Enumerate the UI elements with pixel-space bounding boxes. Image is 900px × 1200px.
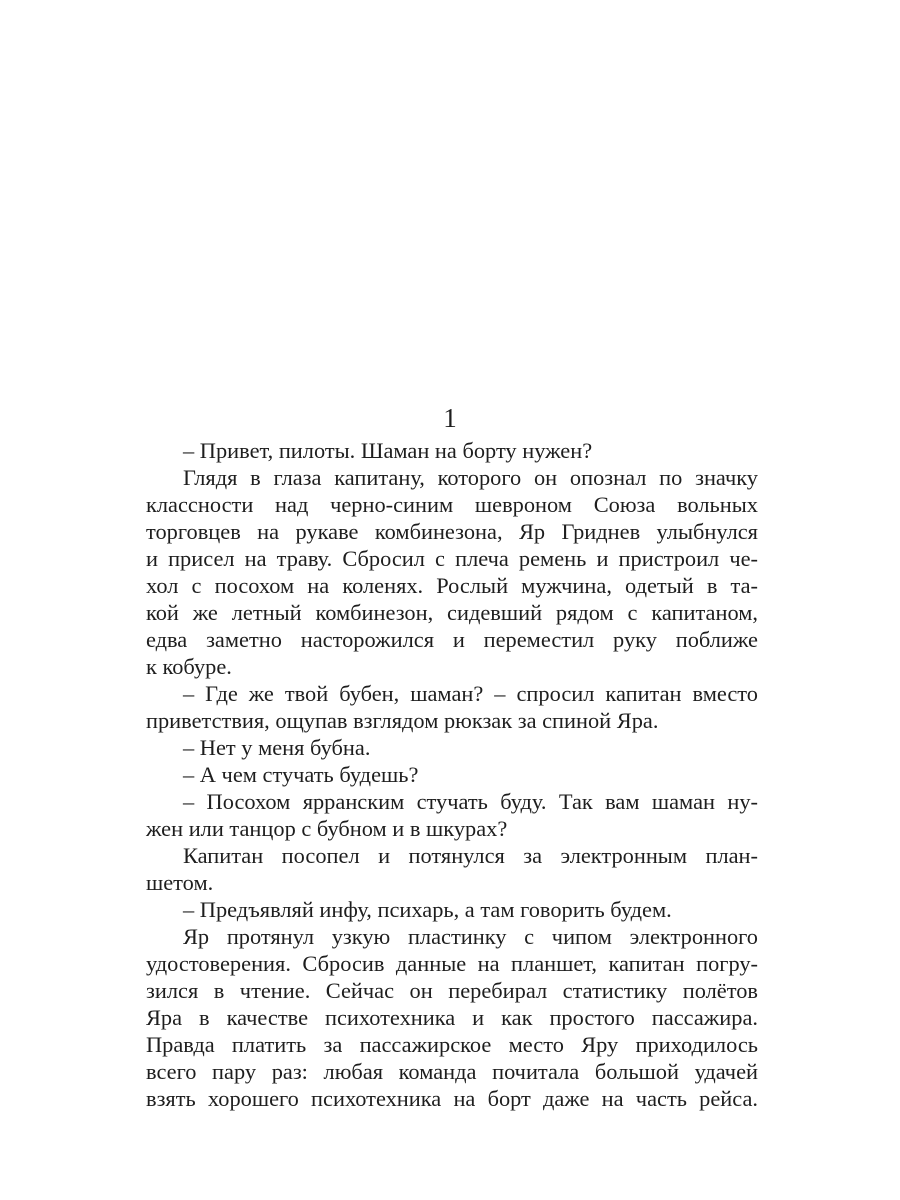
chapter-text xyxy=(146,437,758,1112)
text-line: взять хорошего психотехника на борт даже на часть рейса. xyxy=(146,1086,758,1111)
text-line: – Предъявляй инфу, психарь, а там говорить будем. xyxy=(183,897,672,922)
text-line: Капитан посопел и потянулся за электронным план- xyxy=(183,843,758,868)
text-line: классности над черно-синим шевроном Союза вольных xyxy=(146,492,758,517)
text-line: кой же летный комбинезон, сидевший рядом с капитаном, xyxy=(146,600,758,625)
text-line: жен или танцор с бубном и в шкурах? xyxy=(146,816,508,841)
text-line: – Посохом ярранским стучать буду. Так вам шаман ну- xyxy=(183,789,758,814)
text-line: удостоверения. Сбросив данные на планшет, капитан погру- xyxy=(146,951,758,976)
text-line: всего пару раз: любая команда почитала большой удачей xyxy=(146,1059,758,1084)
text-line: зился в чтение. Сейчас он перебирал статистику полётов xyxy=(146,978,758,1003)
text-line: и присел на траву. Сбросил с плеча ремень и пристроил че- xyxy=(146,546,758,571)
text-line: хол с посохом на коленях. Рослый мужчина, одетый в та- xyxy=(146,573,758,598)
text-line: – Где же твой бубен, шаман? – спросил капитан вместо xyxy=(183,681,758,706)
text-line: Яр протянул узкую пластинку с чипом электронного xyxy=(183,924,758,949)
text-line: приветствия, ощупав взглядом рюкзак за спиной Яра. xyxy=(146,708,659,733)
text-line: – Привет, пилоты. Шаман на борту нужен? xyxy=(183,438,593,463)
chapter-number: 1 xyxy=(443,403,457,433)
text-line: – А чем стучать будешь? xyxy=(183,762,419,787)
text-line: шетом. xyxy=(146,870,214,895)
text-line: к кобуре. xyxy=(146,654,232,679)
text-line: торговцев на рукаве комбинезона, Яр Гриднев улыбнулся xyxy=(146,519,758,544)
text-line: Яра в качестве психотехника и как простого пассажира. xyxy=(146,1005,758,1030)
text-line: – Нет у меня бубна. xyxy=(183,735,371,760)
text-line: Правда платить за пассажирское место Яру приходилось xyxy=(146,1032,758,1057)
text-line: едва заметно насторожился и переместил руку поближе xyxy=(146,627,758,652)
text-line: Глядя в глаза капитану, которого он опознал по значку xyxy=(183,465,758,490)
